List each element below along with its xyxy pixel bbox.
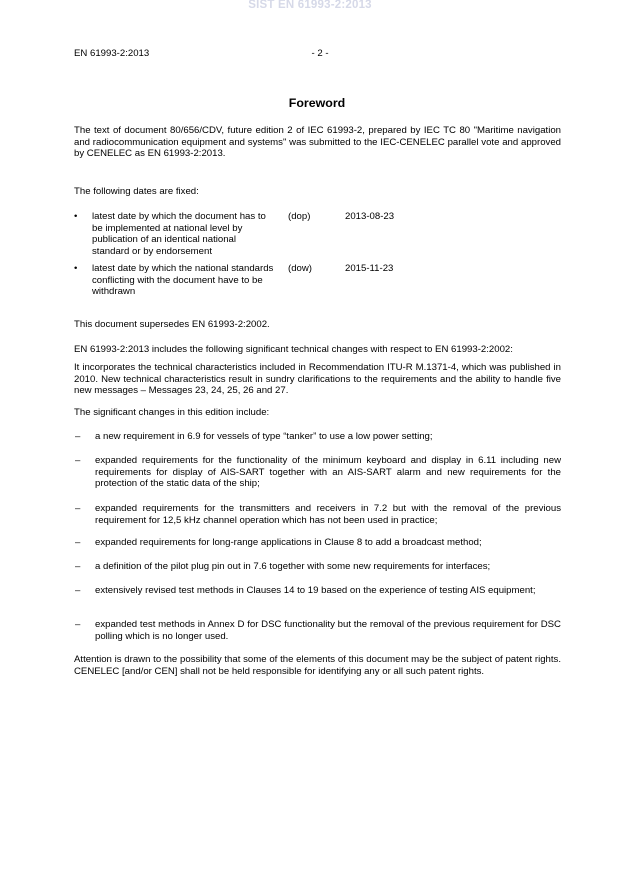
changes-intro: EN 61993-2:2013 includes the following significant technical changes with respect to EN 61993-2:2002: — [74, 344, 513, 355]
dash-marker: – — [75, 585, 81, 596]
dash-marker: – — [75, 537, 81, 548]
attention-paragraph: Attention is drawn to the possibility that some of the elements of this document may be the subject of patent rights. CENELEC [and/or CEN] shall not be held responsible for identifying any or all such patent rights. — [74, 654, 561, 677]
bullet: • — [74, 211, 78, 222]
dash-marker: – — [75, 503, 81, 514]
date-row-dow — [74, 263, 561, 299]
bullet: • — [74, 263, 78, 274]
change-text: expanded test methods in Annex D for DSC functionality but the removal of the previous requirement for DSC polling which is no longer used. — [95, 619, 561, 642]
date-value: 2013-08-23 — [345, 211, 395, 222]
date-row-dop — [74, 211, 561, 263]
change-text: a new requirement in 6.9 for vessels of type “tanker” to use a low power setting; — [95, 431, 433, 442]
dash-marker: – — [75, 431, 81, 442]
change-text: extensively revised test methods in Clauses 14 to 19 based on the experience of testing AIS equipment; — [95, 585, 536, 596]
dates-intro: The following dates are fixed: — [74, 186, 199, 197]
change-text: expanded requirements for long-range applications in Clause 8 to add a broadcast method; — [95, 537, 482, 548]
header-document-id: EN 61993-2:2013 — [74, 48, 150, 59]
date-abbreviation: (dow) — [288, 263, 312, 274]
supersedes-paragraph: This document supersedes EN 61993-2:2002. — [74, 319, 270, 330]
section-title: Foreword — [288, 96, 346, 110]
change-text: expanded requirements for the transmitters and receivers in 7.2 but with the removal of the previous requirement for 12,5 kHz channel operation which has not been used in practice; — [95, 503, 561, 526]
date-description: latest date by which the document has to be implemented at national level by publication of an identical national standard or by endorsement — [92, 211, 266, 257]
change-text: expanded requirements for the functionality of the minimum keyboard and display in 6.11 including new requirements for display of AIS-SART together with an AIS-SART alarm and new requirements for the protection of the static data of the ship; — [95, 455, 561, 490]
dash-marker: – — [75, 455, 81, 466]
date-abbreviation: (dop) — [288, 211, 311, 222]
document-watermark: SIST EN 61993-2:2013 — [248, 0, 372, 11]
change-text: a definition of the pilot plug pin out in 7.6 together with some new requirements for interfaces; — [95, 561, 491, 572]
intro-paragraph: The text of document 80/656/CDV, future edition 2 of IEC 61993-2, prepared by IEC TC 80 "Maritime navigation and radiocommunication equipment and systems" was submitted to the IEC-CENELEC parallel vote and approved by CENELEC as EN 61993-2:2013. — [74, 125, 561, 160]
dash-marker: – — [75, 561, 81, 572]
header-page-number: - 2 - — [311, 48, 329, 59]
significant-changes-intro: The significant changes in this edition include: — [74, 407, 270, 418]
date-description: latest date by which the national standards conflicting with the document have to be withdrawn — [92, 263, 274, 298]
dates-list — [74, 211, 561, 299]
incorporates-paragraph: It incorporates the technical characteristics included in Recommendation ITU-R M.1371-4, which was published in 2010. New technical characteristics result in sundry clarifications to the requirements and the ability to handle five new messages – Messages 23, 24, 25, 26 and 27. — [74, 362, 561, 397]
dash-marker: – — [75, 619, 81, 630]
date-value: 2015-11-23 — [345, 263, 394, 274]
